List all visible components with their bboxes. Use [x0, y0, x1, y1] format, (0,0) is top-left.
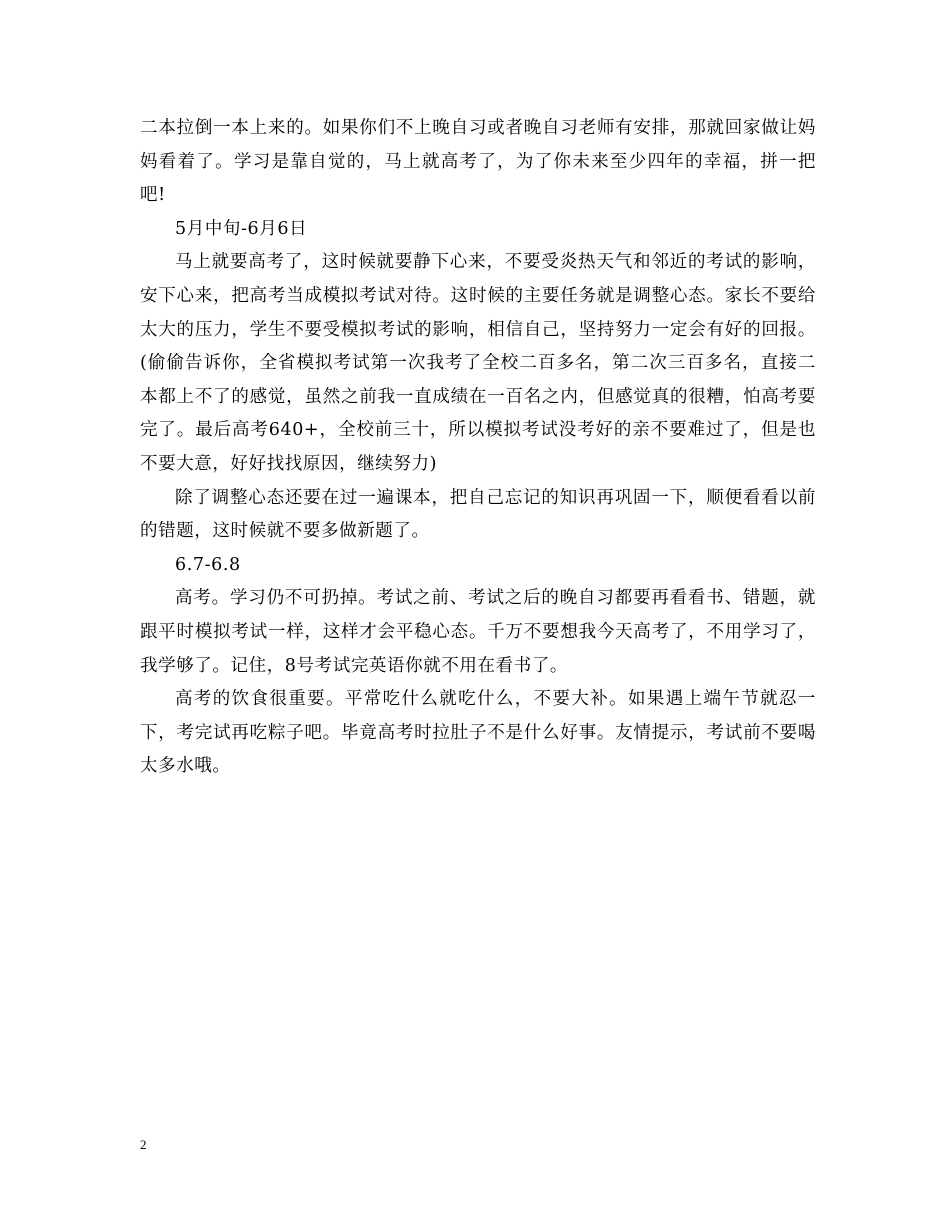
- section-heading-may-june: 5月中旬-6月6日: [175, 218, 308, 239]
- paragraph-3: 马上就要高考了，这时候就要静下心来，不要受炎热天气和邻近的考试的影响，安下心来，把高考当成模拟考试对待。这时候的主要任务就是调整心态。家长不要给太大的压力，学生不要受模拟考试的影响，相信自己，坚持努力一定会有好的回报。(偷偷告诉你，全省模拟考试第一次我考了全校二百多名，第二次三百多名，直接二本都上不了的感觉，虽然之前我一直成绩在一百名之内，但感觉真的很糟，怕高考要完了。最后高考640+，全校前三十，所以模拟考试没考好的亲不要难过了，但是也不要大意，好好找找原因，继续努力): [140, 252, 816, 474]
- page-number: 2: [140, 1137, 147, 1152]
- paragraph-6: 高考。学习仍不可扔掉。考试之前、考试之后的晚自习都要再看看书、错题，就跟平时模拟考试一样，这样才会平稳心态。千万不要想我今天高考了，不用学习了，我学够了。记住，8号考试完英语你就不用在看书了。: [140, 588, 816, 676]
- document-body: [140, 112, 816, 784]
- section-heading-june-7-8: 6.7-6.8: [175, 554, 241, 575]
- paragraph-4: 除了调整心态还要在过一遍课本，把自己忘记的知识再巩固一下，顺便看看以前的错题，这时候就不要多做新题了。: [140, 487, 816, 542]
- paragraph-1: 二本拉倒一本上来的。如果你们不上晚自习或者晚自习老师有安排，那就回家做让妈妈看着了。学习是靠自觉的，马上就高考了，为了你未来至少四年的幸福，拼一把吧!: [140, 118, 816, 206]
- paragraph-7: 高考的饮食很重要。平常吃什么就吃什么，不要大补。如果遇上端午节就忍一下，考完试再吃粽子吧。毕竟高考时拉肚子不是什么好事。友情提示，考试前不要喝太多水哦。: [140, 689, 816, 777]
